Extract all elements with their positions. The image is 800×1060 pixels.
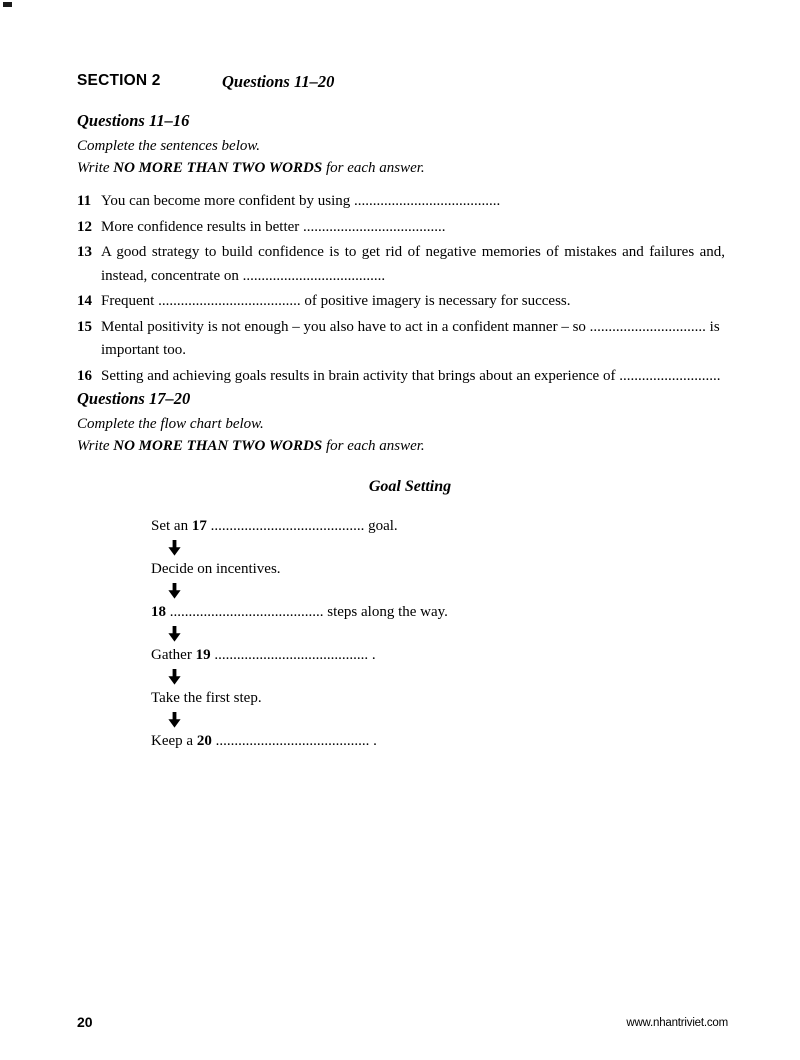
flow-step-prefix: Gather xyxy=(151,647,196,663)
question-text: Frequent ...................................... of positive imagery is necessary for success. xyxy=(101,293,571,309)
part1-instruction-2-emphasis: NO MORE THAN TWO WORDS xyxy=(113,160,323,176)
part1-heading: Questions 11–16 xyxy=(77,111,190,130)
section-header xyxy=(77,72,737,94)
part2-instruction-2-prefix: Write xyxy=(77,438,114,454)
question-text: A good strategy to build confidence is to get rid of negative memories of mistakes and failures and, instead, concentrate on ...................................... xyxy=(101,244,725,284)
question-item xyxy=(77,190,725,214)
question-number: 13 xyxy=(77,244,92,260)
part2-instruction-2 xyxy=(77,435,737,457)
part2-instruction-2-suffix: for each answer. xyxy=(322,438,425,454)
down-arrow-icon xyxy=(151,712,197,728)
down-arrow-icon xyxy=(151,540,197,556)
question-number: 12 xyxy=(77,218,92,235)
question-text: You can become more confident by using ....................................... xyxy=(101,193,501,209)
flow-step xyxy=(151,688,631,708)
flow-chart-title: Goal Setting xyxy=(368,478,452,495)
flow-step xyxy=(151,731,631,751)
question-number: 11 xyxy=(77,193,92,209)
flow-step xyxy=(151,559,631,579)
question-text: More confidence results in better ...................................... xyxy=(101,218,446,235)
flow-step-prefix: Take the first step. xyxy=(151,690,262,706)
section-question-range: Questions 11–20 xyxy=(222,72,335,91)
question-item xyxy=(77,216,725,240)
flow-step xyxy=(151,516,631,536)
part1-instruction-1: Complete the sentences below. xyxy=(77,138,261,154)
question-list xyxy=(77,190,725,390)
question-text: Mental positivity is not enough – you also have to act in a confident manner – so ............................... is important too. xyxy=(101,318,720,358)
scan-artifact-mark xyxy=(3,2,12,7)
down-arrow-icon xyxy=(151,583,197,599)
flow-step-number: 20 xyxy=(196,733,212,749)
question-number: 14 xyxy=(77,293,92,309)
question-item xyxy=(77,316,725,363)
flow-step-suffix: ......................................... . xyxy=(211,733,377,749)
part2-instruction-2-emphasis: NO MORE THAN TWO WORDS xyxy=(113,438,323,454)
question-item xyxy=(77,365,725,389)
flow-step-prefix: Set an xyxy=(151,518,192,534)
flow-step-suffix: ......................................... steps along the way. xyxy=(166,604,448,620)
flow-chart xyxy=(151,516,631,751)
flow-step-prefix: Decide on incentives. xyxy=(151,561,281,577)
down-arrow-icon xyxy=(151,669,197,685)
part2-instructions xyxy=(77,388,737,457)
question-item xyxy=(77,290,725,314)
question-number: 16 xyxy=(77,367,92,384)
part2-heading: Questions 17–20 xyxy=(77,389,191,408)
part1-instruction-2 xyxy=(77,157,737,179)
section-label: SECTION 2 xyxy=(77,72,161,89)
flow-step-number: 17 xyxy=(191,518,207,534)
footer-url: www.nhantriviet.com xyxy=(626,1017,728,1029)
question-number: 15 xyxy=(77,318,92,335)
part1-instruction-2-prefix: Write xyxy=(77,160,114,176)
question-text: Setting and achieving goals results in brain activity that brings about an experience of ........................... xyxy=(101,367,721,384)
part1-instruction-2-suffix: for each answer. xyxy=(322,160,425,176)
part2-instruction-1: Complete the flow chart below. xyxy=(77,416,264,432)
flow-step-suffix: ......................................... goal. xyxy=(206,518,398,534)
part1-instructions xyxy=(77,110,737,179)
flow-step-prefix: Keep a xyxy=(151,733,197,749)
page-number: 20 xyxy=(77,1014,93,1030)
flow-step-number: 18 xyxy=(151,604,166,620)
flow-step xyxy=(151,645,631,665)
down-arrow-icon xyxy=(151,626,197,642)
flow-step-number: 19 xyxy=(195,647,211,663)
question-item xyxy=(77,241,725,288)
flow-step-suffix: ......................................... . xyxy=(210,647,376,663)
flow-step xyxy=(151,602,631,622)
